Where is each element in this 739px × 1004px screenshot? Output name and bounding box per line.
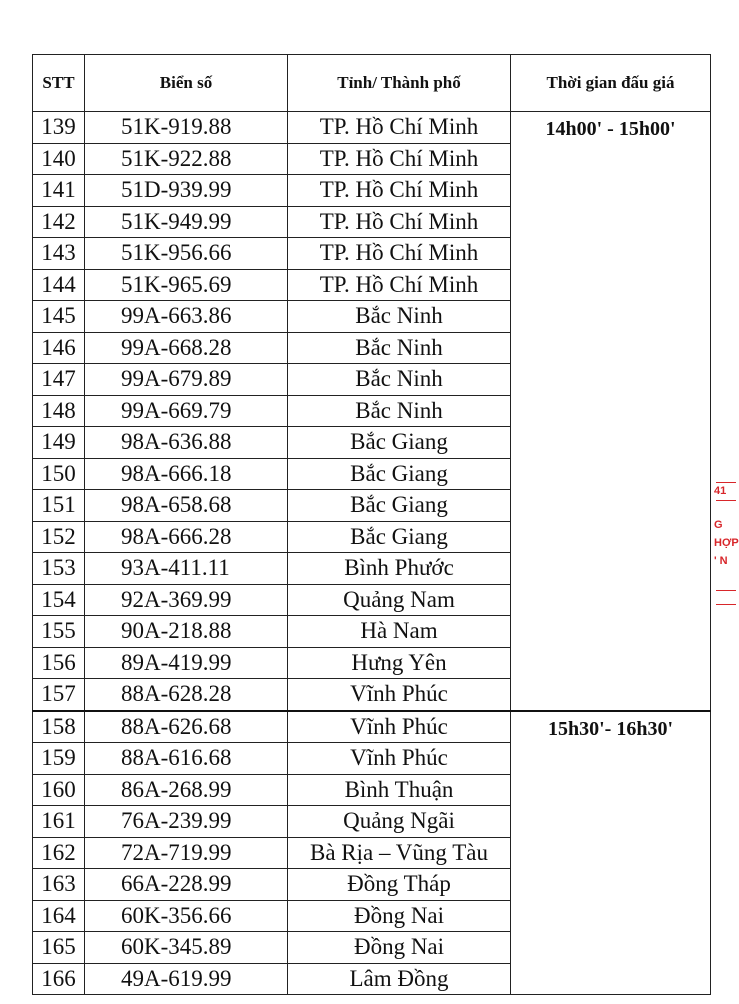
cell-stt: 149 [33, 427, 85, 459]
cell-auction-time: 15h30'- 16h30' [511, 711, 711, 995]
table-body [33, 112, 711, 995]
cell-province: Bình Thuận [288, 774, 511, 806]
cell-stt: 148 [33, 395, 85, 427]
cell-stt: 139 [33, 112, 85, 144]
cell-province: TP. Hồ Chí Minh [288, 175, 511, 207]
cell-plate: 86A-268.99 [85, 774, 288, 806]
cell-plate: 93A-411.11 [85, 553, 288, 585]
cell-province: Bắc Ninh [288, 332, 511, 364]
header-province: Tỉnh/ Thành phố [288, 55, 511, 112]
cell-plate: 66A-228.99 [85, 869, 288, 901]
cell-province: Bắc Ninh [288, 395, 511, 427]
cell-province: Bà Rịa – Vũng Tàu [288, 837, 511, 869]
cell-province: TP. Hồ Chí Minh [288, 143, 511, 175]
cell-plate: 90A-218.88 [85, 616, 288, 648]
cell-plate: 72A-719.99 [85, 837, 288, 869]
cell-stt: 142 [33, 206, 85, 238]
stamp-text-3: HỢP [714, 537, 739, 549]
cell-plate: 49A-619.99 [85, 963, 288, 995]
auction-schedule-table [32, 54, 711, 995]
cell-province: Lâm Đồng [288, 963, 511, 995]
cell-province: Đồng Nai [288, 932, 511, 964]
cell-stt: 157 [33, 679, 85, 711]
cell-stt: 160 [33, 774, 85, 806]
cell-stt: 165 [33, 932, 85, 964]
cell-province: Vĩnh Phúc [288, 711, 511, 743]
cell-stt: 145 [33, 301, 85, 333]
cell-plate: 51K-965.69 [85, 269, 288, 301]
cell-plate: 99A-669.79 [85, 395, 288, 427]
cell-province: Bắc Giang [288, 521, 511, 553]
cell-stt: 146 [33, 332, 85, 364]
cell-plate: 99A-668.28 [85, 332, 288, 364]
cell-plate: 51K-922.88 [85, 143, 288, 175]
cell-plate: 88A-616.68 [85, 743, 288, 775]
cell-stt: 141 [33, 175, 85, 207]
stamp-text-2: G [714, 519, 723, 531]
cell-province: Bắc Giang [288, 458, 511, 490]
cell-stt: 155 [33, 616, 85, 648]
cell-province: Hưng Yên [288, 647, 511, 679]
header-time: Thời gian đấu giá [511, 55, 711, 112]
cell-province: Bắc Ninh [288, 364, 511, 396]
cell-plate: 51K-956.66 [85, 238, 288, 270]
table-row [33, 711, 711, 743]
cell-province: TP. Hồ Chí Minh [288, 112, 511, 144]
cell-plate: 51D-939.99 [85, 175, 288, 207]
cell-plate: 88A-626.68 [85, 711, 288, 743]
cell-stt: 143 [33, 238, 85, 270]
cell-plate: 51K-949.99 [85, 206, 288, 238]
cell-stt: 151 [33, 490, 85, 522]
cell-plate: 76A-239.99 [85, 806, 288, 838]
cell-province: Bắc Ninh [288, 301, 511, 333]
cell-plate: 99A-679.89 [85, 364, 288, 396]
cell-stt: 154 [33, 584, 85, 616]
cell-province: Bắc Giang [288, 427, 511, 459]
cell-stt: 156 [33, 647, 85, 679]
cell-stt: 161 [33, 806, 85, 838]
cell-province: TP. Hồ Chí Minh [288, 238, 511, 270]
cell-stt: 150 [33, 458, 85, 490]
cell-province: Vĩnh Phúc [288, 679, 511, 711]
cell-stt: 147 [33, 364, 85, 396]
table-row [33, 112, 711, 144]
red-stamp-fragment [712, 480, 739, 620]
cell-plate: 51K-919.88 [85, 112, 288, 144]
cell-plate: 99A-663.86 [85, 301, 288, 333]
stamp-text-1: 41 [714, 485, 727, 497]
cell-stt: 158 [33, 711, 85, 743]
cell-province: Hà Nam [288, 616, 511, 648]
cell-plate: 98A-658.68 [85, 490, 288, 522]
cell-stt: 159 [33, 743, 85, 775]
cell-stt: 164 [33, 900, 85, 932]
cell-province: Bắc Giang [288, 490, 511, 522]
header-plate: Biển số [85, 55, 288, 112]
cell-plate: 98A-666.28 [85, 521, 288, 553]
cell-stt: 163 [33, 869, 85, 901]
cell-plate: 98A-636.88 [85, 427, 288, 459]
cell-province: TP. Hồ Chí Minh [288, 269, 511, 301]
header-stt: STT [33, 55, 85, 112]
cell-province: Quảng Nam [288, 584, 511, 616]
cell-stt: 144 [33, 269, 85, 301]
cell-province: TP. Hồ Chí Minh [288, 206, 511, 238]
cell-stt: 166 [33, 963, 85, 995]
header-row [33, 55, 711, 112]
cell-province: Đồng Nai [288, 900, 511, 932]
cell-province: Vĩnh Phúc [288, 743, 511, 775]
cell-plate: 88A-628.28 [85, 679, 288, 711]
cell-province: Quảng Ngãi [288, 806, 511, 838]
cell-auction-time: 14h00' - 15h00' [511, 112, 711, 711]
cell-plate: 60K-356.66 [85, 900, 288, 932]
cell-stt: 152 [33, 521, 85, 553]
cell-plate: 89A-419.99 [85, 647, 288, 679]
cell-plate: 60K-345.89 [85, 932, 288, 964]
cell-plate: 92A-369.99 [85, 584, 288, 616]
cell-plate: 98A-666.18 [85, 458, 288, 490]
cell-stt: 140 [33, 143, 85, 175]
table-header [33, 55, 711, 112]
stamp-text-4: ' N [714, 555, 728, 567]
cell-stt: 153 [33, 553, 85, 585]
cell-stt: 162 [33, 837, 85, 869]
cell-province: Đồng Tháp [288, 869, 511, 901]
cell-province: Bình Phước [288, 553, 511, 585]
